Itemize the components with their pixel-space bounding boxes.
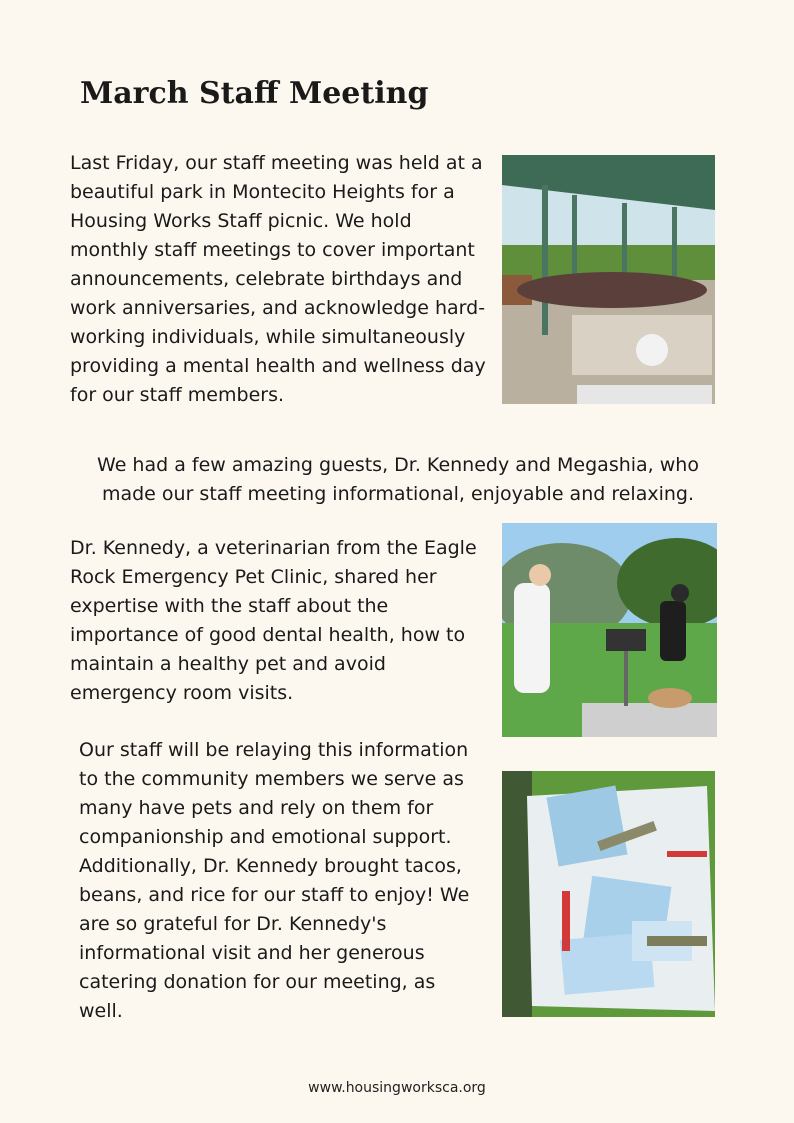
- veterinarian-paragraph: Dr. Kennedy, a veterinarian from the Eagle Rock Emergency Pet Clinic, shared her expertise with the staff about the importance of good dental health, how to maintain a healthy pet and avoid emergency room visits.: [70, 537, 477, 704]
- supplies-photo: [502, 771, 715, 1017]
- page-title: March Staff Meeting: [80, 76, 429, 111]
- veterinarian-photo: [502, 523, 717, 737]
- community-paragraph: Our staff will be relaying this information to the community members we serve as many have pets and rely on them for companionship and emotional support. Additionally, Dr. Kennedy brought tacos, beans, and rice for our staff to enjoy! We are so grateful for Dr. Kennedy's informational visit and her generous catering donation for our meeting, as well.: [79, 739, 470, 1022]
- intro-paragraph: Last Friday, our staff meeting was held at a beautiful park in Montecito Heights for a Housing Works Staff picnic. We hold monthly staff meetings to cover important announcements, celebrate birthdays and work anniversaries, and acknowledge hard-working individuals, while simultaneously providing a mental health and wellness day for our staff members.: [70, 152, 486, 406]
- guests-paragraph: We had a few amazing guests, Dr. Kennedy and Megashia, who made our staff meeting informational, enjoyable and relaxing.: [97, 454, 699, 505]
- picnic-photo: [502, 155, 715, 404]
- website-footer: www.housingworksca.org: [308, 1080, 486, 1096]
